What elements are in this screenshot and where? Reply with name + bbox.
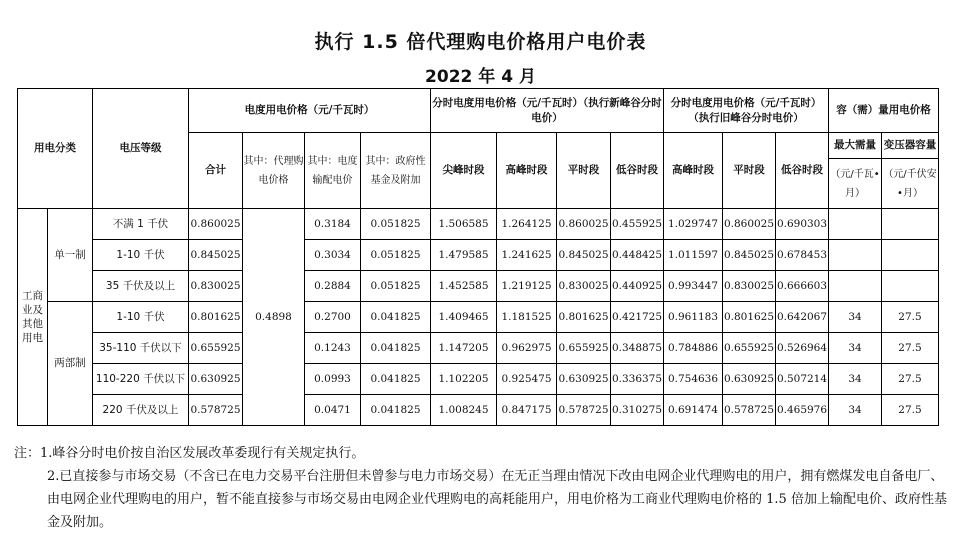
row-0-transmission: 0.3184 xyxy=(305,209,361,240)
row-1-old-flat: 0.845025 xyxy=(723,240,776,271)
row-6-old-flat: 0.578725 xyxy=(723,395,776,426)
row-4-new-valley: 0.348875 xyxy=(611,333,664,364)
row-3-new-flat: 0.801625 xyxy=(557,302,611,333)
row-4-old-flat: 0.655925 xyxy=(723,333,776,364)
header-old-valley: 低谷时段 xyxy=(776,133,829,209)
header-gov-fund: 其中：政府性基金及附加 xyxy=(361,133,431,209)
row-5-max-demand: 34 xyxy=(829,364,882,395)
row-2-old-peak: 0.993447 xyxy=(664,271,723,302)
row-0-old-flat: 0.860025 xyxy=(723,209,776,240)
row-3-voltage: 1-10 千伏 xyxy=(93,302,189,333)
note-1 xyxy=(14,442,954,465)
row-1-voltage: 1-10 千伏 xyxy=(93,240,189,271)
row-5-old-peak: 0.754636 xyxy=(664,364,723,395)
row-5-new-valley: 0.336375 xyxy=(611,364,664,395)
agency-price-value: 0.4898 xyxy=(243,209,305,426)
notes xyxy=(14,442,954,534)
row-1-total: 0.845025 xyxy=(189,240,243,271)
row-1-new-peak: 1.241625 xyxy=(497,240,557,271)
row-6-old-peak: 0.691474 xyxy=(664,395,723,426)
row-5-transmission: 0.0993 xyxy=(305,364,361,395)
header-tou-new: 分时电度用电价格（元/千瓦时）（执行新峰谷分时电价） xyxy=(431,89,664,133)
row-4-new-sharp: 1.147205 xyxy=(431,333,497,364)
row-2-new-sharp: 1.452585 xyxy=(431,271,497,302)
header-new-peak: 高峰时段 xyxy=(497,133,557,209)
row-0-fund: 0.051825 xyxy=(361,209,431,240)
row-1-new-valley: 0.448425 xyxy=(611,240,664,271)
header-unit-demand: （元/千瓦•月） xyxy=(829,159,882,209)
row-6-new-valley: 0.310275 xyxy=(611,395,664,426)
row-6-max-demand: 34 xyxy=(829,395,882,426)
row-4-transformer: 27.5 xyxy=(882,333,939,364)
row-5-transformer: 27.5 xyxy=(882,364,939,395)
row-1-transmission: 0.3034 xyxy=(305,240,361,271)
row-0-new-sharp: 1.506585 xyxy=(431,209,497,240)
row-5-voltage: 110-220 千伏以下 xyxy=(93,364,189,395)
header-unit-capacity: （元/千伏安•月） xyxy=(882,159,939,209)
row-5-new-flat: 0.630925 xyxy=(557,364,611,395)
row-2-new-flat: 0.830025 xyxy=(557,271,611,302)
row-6-fund: 0.041825 xyxy=(361,395,431,426)
row-3-fund: 0.041825 xyxy=(361,302,431,333)
row-0-total: 0.860025 xyxy=(189,209,243,240)
row-6-total: 0.578725 xyxy=(189,395,243,426)
row-3-max-demand: 34 xyxy=(829,302,882,333)
category-two: 两部制 xyxy=(48,302,93,426)
row-6-new-peak: 0.847175 xyxy=(497,395,557,426)
row-4-old-valley: 0.526964 xyxy=(776,333,829,364)
category-single: 单一制 xyxy=(48,209,93,302)
row-1-transformer xyxy=(882,240,939,271)
category-main: 工商业及其他用电 xyxy=(18,209,48,426)
header-new-valley: 低谷时段 xyxy=(611,133,664,209)
row-0-new-valley: 0.455925 xyxy=(611,209,664,240)
row-2-total: 0.830025 xyxy=(189,271,243,302)
row-1-new-sharp: 1.479585 xyxy=(431,240,497,271)
row-3-total: 0.801625 xyxy=(189,302,243,333)
row-4-total: 0.655925 xyxy=(189,333,243,364)
row-0-transformer xyxy=(882,209,939,240)
row-6-voltage: 220 千伏及以上 xyxy=(93,395,189,426)
row-6-transmission: 0.0471 xyxy=(305,395,361,426)
row-3-new-peak: 1.181525 xyxy=(497,302,557,333)
row-5-old-valley: 0.507214 xyxy=(776,364,829,395)
header-transformer-capacity: 变压器容量 xyxy=(882,133,939,159)
row-4-voltage: 35-110 千伏以下 xyxy=(93,333,189,364)
row-2-new-valley: 0.440925 xyxy=(611,271,664,302)
row-5-total: 0.630925 xyxy=(189,364,243,395)
row-1-max-demand xyxy=(829,240,882,271)
row-0-old-peak: 1.029747 xyxy=(664,209,723,240)
notes-label: 注： xyxy=(14,446,41,461)
row-3-old-flat: 0.801625 xyxy=(723,302,776,333)
row-6-new-sharp: 1.008245 xyxy=(431,395,497,426)
note-2: 2.已直接参与市场交易（不含已在电力交易平台注册但未曾参与电力市场交易）在无正当理由情况下改由电网企业代理购电的用户，拥有燃煤发电自备电厂、由电网企业代理购电的用户，暂不能直接参与市场交易由电网企业代理购电的高耗能用户，用电价格为工商业代理购电价格的 1.5 倍加上输配电价、政府性基金及附加。 xyxy=(47,469,947,530)
row-3-new-sharp: 1.409465 xyxy=(431,302,497,333)
page-title: 执行 1.5 倍代理购电价格用户电价表 xyxy=(314,31,647,53)
row-4-transmission: 0.1243 xyxy=(305,333,361,364)
row-4-old-peak: 0.784886 xyxy=(664,333,723,364)
row-2-max-demand xyxy=(829,271,882,302)
header-transmission-price: 其中：电度输配电价 xyxy=(305,133,361,209)
header-total: 合计 xyxy=(189,133,243,209)
row-1-old-valley: 0.678453 xyxy=(776,240,829,271)
row-2-fund: 0.051825 xyxy=(361,271,431,302)
row-2-transformer xyxy=(882,271,939,302)
header-tou-old: 分时电度用电价格（元/千瓦时）（执行旧峰谷分时电价） xyxy=(664,89,829,133)
row-6-new-flat: 0.578725 xyxy=(557,395,611,426)
row-3-old-peak: 0.961183 xyxy=(664,302,723,333)
row-4-fund: 0.041825 xyxy=(361,333,431,364)
page-subtitle: 2022 年 4 月 xyxy=(425,67,536,87)
row-5-old-flat: 0.630925 xyxy=(723,364,776,395)
note-1-text: 1.峰谷分时电价按自治区发展改革委现行有关规定执行。 xyxy=(40,446,365,461)
row-5-new-peak: 0.925475 xyxy=(497,364,557,395)
row-5-new-sharp: 1.102205 xyxy=(431,364,497,395)
row-3-new-valley: 0.421725 xyxy=(611,302,664,333)
header-max-demand: 最大需量 xyxy=(829,133,882,159)
row-2-new-peak: 1.219125 xyxy=(497,271,557,302)
row-2-old-valley: 0.666603 xyxy=(776,271,829,302)
header-kwh-price: 电度用电价格（元/千瓦时） xyxy=(189,89,431,133)
header-old-flat: 平时段 xyxy=(723,133,776,209)
price-table xyxy=(17,88,939,426)
row-1-fund: 0.051825 xyxy=(361,240,431,271)
row-0-new-flat: 0.860025 xyxy=(557,209,611,240)
header-agency-price: 其中：代理购电价格 xyxy=(243,133,305,209)
row-4-new-flat: 0.655925 xyxy=(557,333,611,364)
row-1-new-flat: 0.845025 xyxy=(557,240,611,271)
row-3-old-valley: 0.642067 xyxy=(776,302,829,333)
row-4-new-peak: 0.962975 xyxy=(497,333,557,364)
header-old-peak: 高峰时段 xyxy=(664,133,723,209)
row-2-old-flat: 0.830025 xyxy=(723,271,776,302)
row-0-max-demand xyxy=(829,209,882,240)
row-3-transformer: 27.5 xyxy=(882,302,939,333)
header-category: 用电分类 xyxy=(18,89,93,209)
row-2-voltage: 35 千伏及以上 xyxy=(93,271,189,302)
header-new-sharp-peak: 尖峰时段 xyxy=(431,133,497,209)
row-3-transmission: 0.2700 xyxy=(305,302,361,333)
row-6-old-valley: 0.465976 xyxy=(776,395,829,426)
row-6-transformer: 27.5 xyxy=(882,395,939,426)
row-0-old-valley: 0.690303 xyxy=(776,209,829,240)
row-1-old-peak: 1.011597 xyxy=(664,240,723,271)
row-0-voltage: 不满 1 千伏 xyxy=(93,209,189,240)
header-capacity: 容（需）量用电价格 xyxy=(829,89,939,133)
row-4-max-demand: 34 xyxy=(829,333,882,364)
row-0-new-peak: 1.264125 xyxy=(497,209,557,240)
row-5-fund: 0.041825 xyxy=(361,364,431,395)
header-voltage: 电压等级 xyxy=(93,89,189,209)
row-2-transmission: 0.2884 xyxy=(305,271,361,302)
header-new-flat: 平时段 xyxy=(557,133,611,209)
